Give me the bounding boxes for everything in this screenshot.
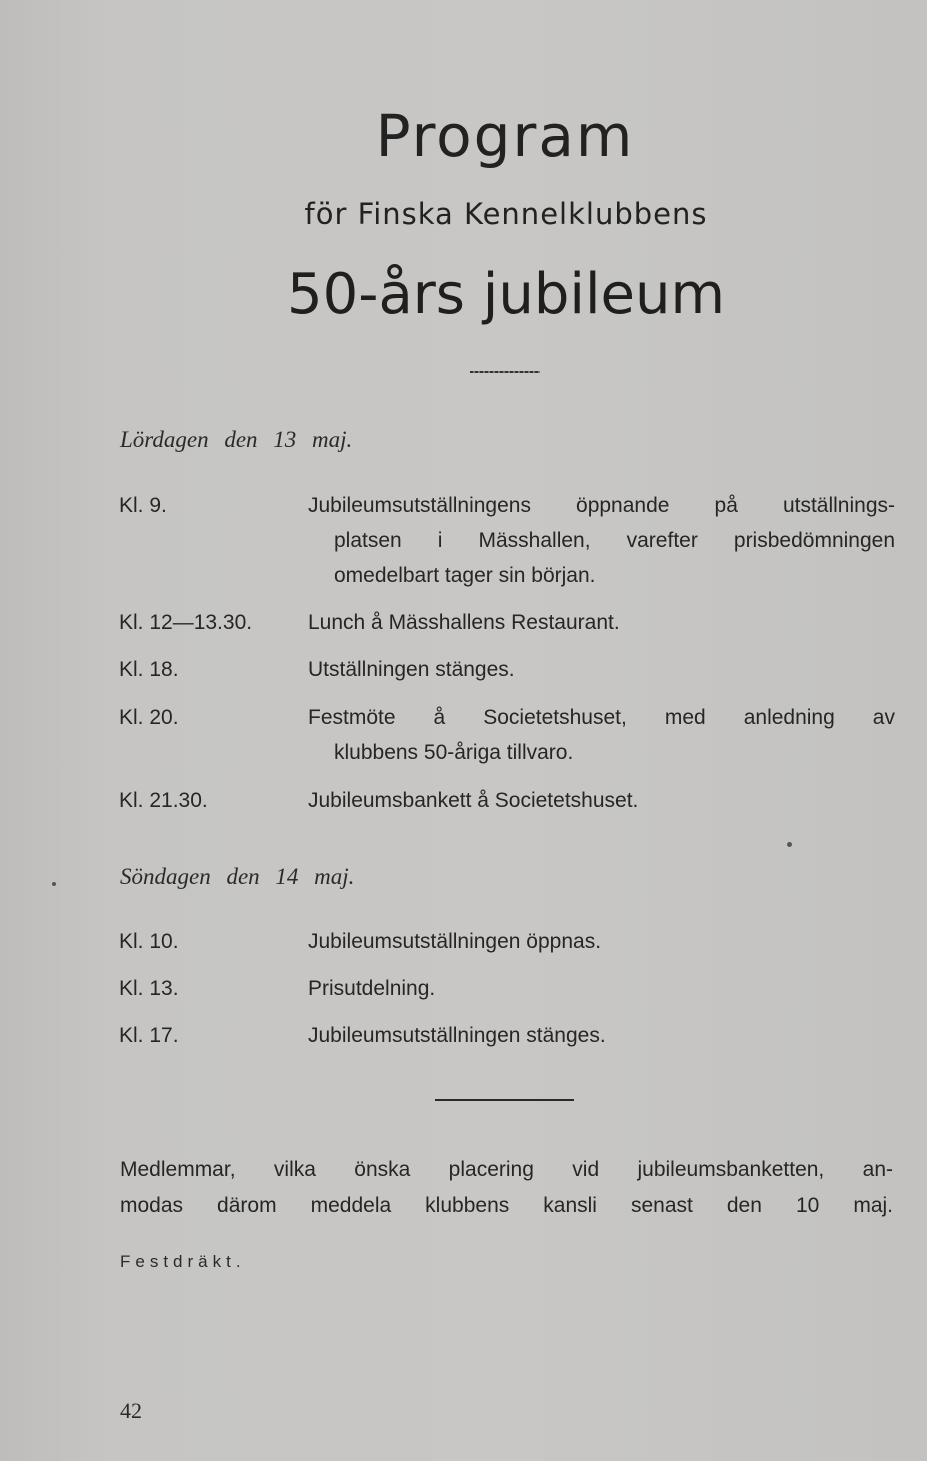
paper-speck [52,882,56,886]
schedule-time: Kl. 13. [119,977,179,1000]
schedule-event-continued: klubbens 50-åriga tillvaro. [334,741,574,764]
schedule-event: Jubileumsutställningens öppnande på utställnings- [308,494,895,517]
notice-text: Medlemmar, vilka önska placering vid jubileumsbanketten, an- [120,1158,893,1181]
day-heading-saturday: Lördagen den 13 maj. [120,427,353,452]
day-heading-sunday: Söndagen den 14 maj. [120,864,355,889]
ornamental-divider [470,371,540,373]
notice-text-continued: modas därom meddela klubbens kansli senast den 10 maj. [120,1194,893,1217]
schedule-event: Prisutdelning. [308,977,436,1000]
jubilee-heading: 50-års jubileum [287,262,725,327]
schedule-event-continued: platsen i Mässhallen, varefter prisbedömningen [334,529,895,552]
schedule-event: Lunch å Mässhallens Restaurant. [308,611,620,634]
schedule-time: Kl. 21.30. [119,789,208,812]
paper-speck [787,842,792,847]
schedule-time: Kl. 10. [119,930,179,953]
schedule-event: Jubileumsutställningen öppnas. [308,930,602,953]
schedule-event: Utställningen stänges. [308,658,515,681]
schedule-time: Kl. 18. [119,658,179,681]
page-title: Program [375,102,635,170]
page-number: 42 [120,1398,142,1423]
schedule-time: Kl. 20. [119,706,179,729]
schedule-event: Jubileumsutställningen stänges. [308,1024,606,1047]
schedule-event: Festmöte å Societetshuset, med anledning av [308,706,895,729]
page-subtitle: för Finska Kennelklubbens [304,197,708,231]
dress-code: Festdräkt. [120,1252,246,1271]
schedule-time: Kl. 12—13.30. [119,611,253,634]
schedule-time: Kl. 17. [119,1024,179,1047]
section-divider [435,1099,574,1101]
schedule-event-continued: omedelbart tager sin början. [334,564,596,587]
schedule-event: Jubileumsbankett å Societetshuset. [308,789,639,812]
schedule-time: Kl. 9. [119,494,167,517]
